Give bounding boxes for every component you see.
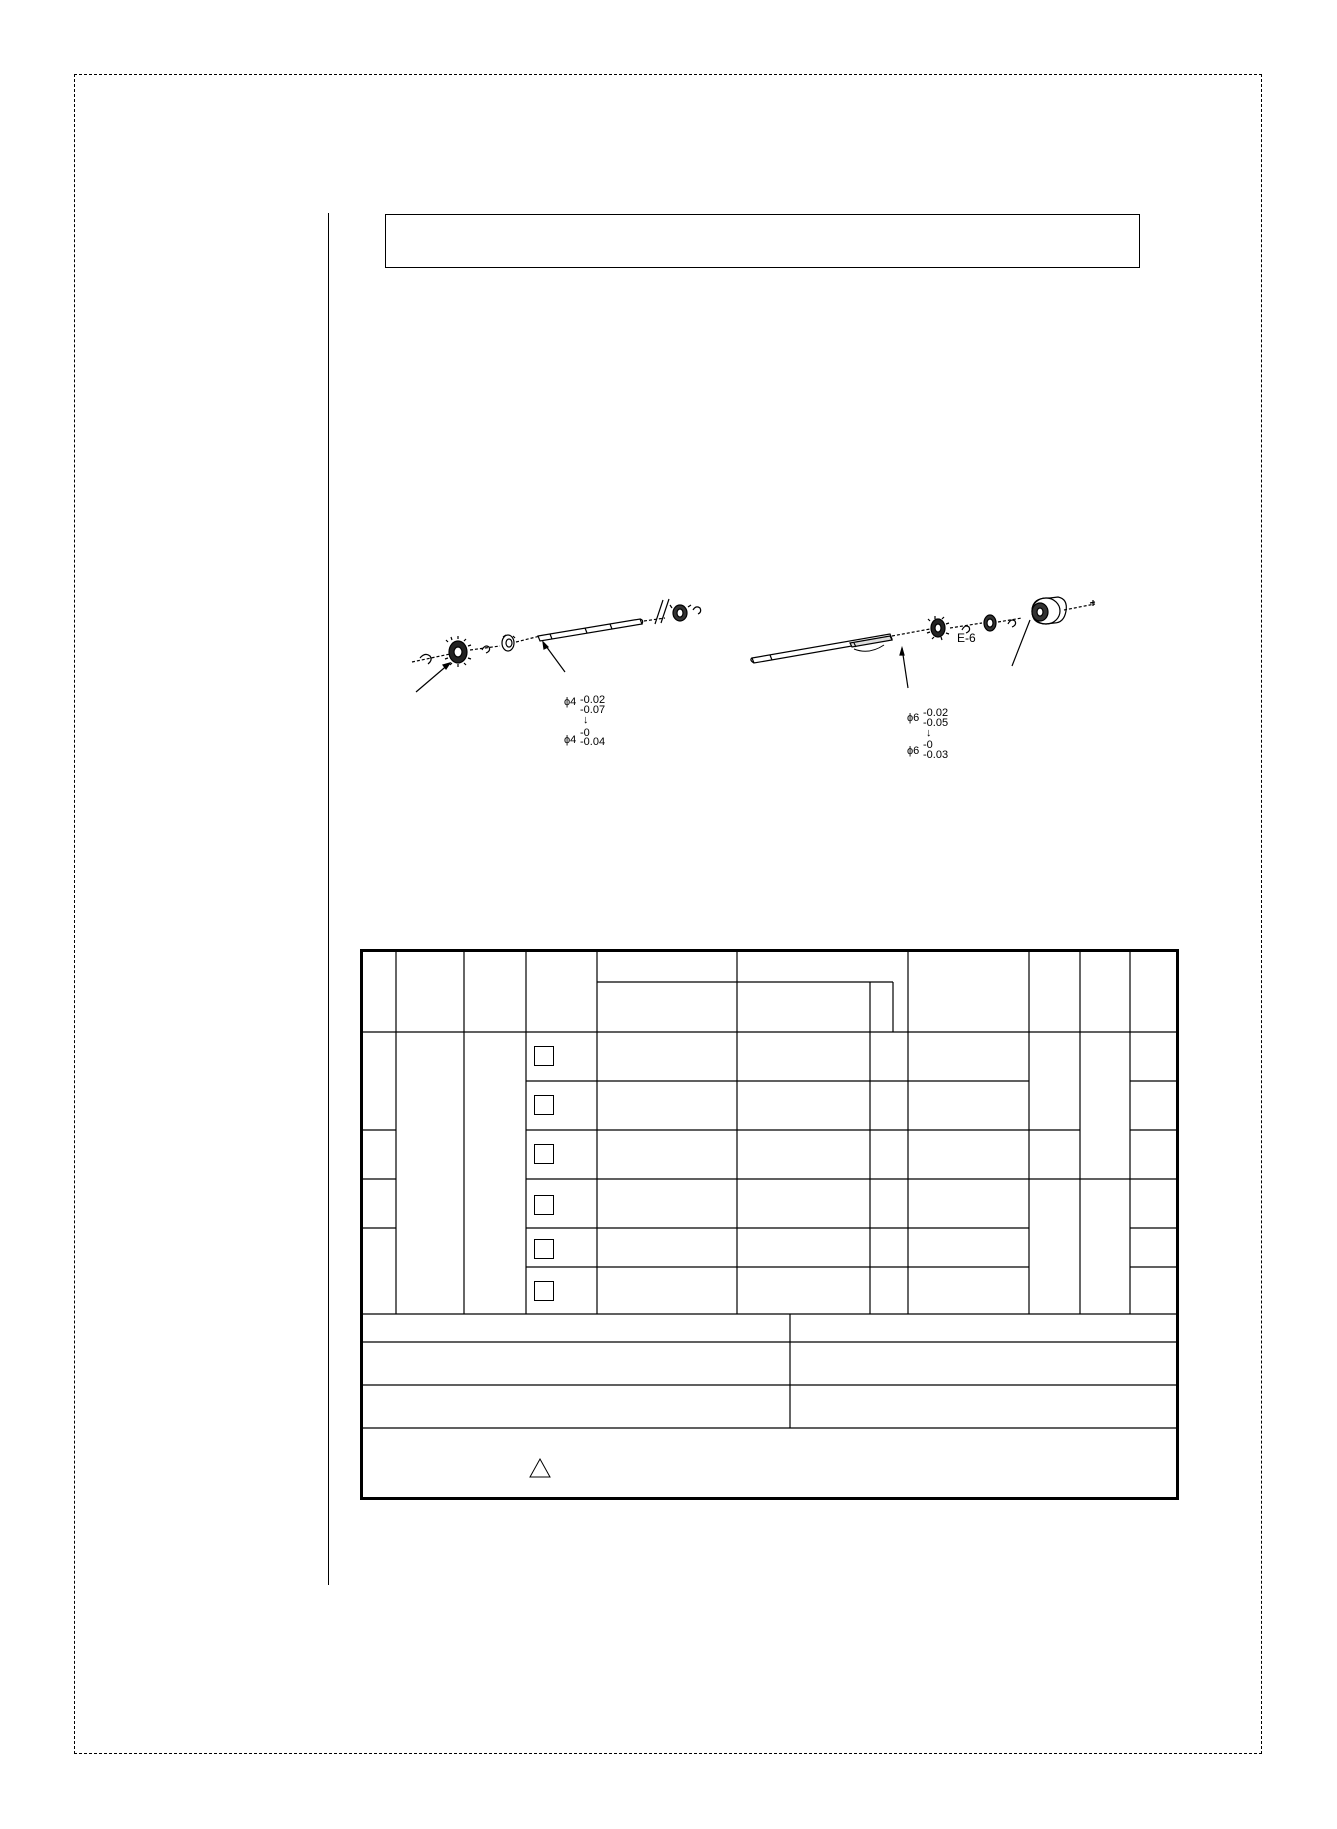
tolerance-value: -0.03: [923, 749, 949, 761]
tolerance-value: -0: [580, 727, 590, 739]
checkbox-row-4[interactable]: [534, 1195, 554, 1215]
e-ring-icon: [420, 654, 431, 664]
tolerance-value: -0: [923, 739, 933, 751]
part-label-e6: E-6: [957, 631, 976, 645]
checkbox-row-1[interactable]: [534, 1046, 554, 1066]
checkbox-row-2[interactable]: [534, 1095, 554, 1115]
bearing-icon: [984, 615, 996, 631]
bushing-icon: [502, 635, 515, 651]
tolerance-right-after-lower: [923, 750, 948, 761]
change-record-table: [360, 949, 1179, 1500]
table-grid: [360, 949, 1179, 1500]
tolerance-left: [564, 697, 576, 708]
washer-icon: [1008, 620, 1016, 627]
shaft-icon: [538, 619, 643, 641]
checkbox-row-5[interactable]: [534, 1239, 554, 1259]
tolerance-left-phi: ϕ4: [564, 696, 577, 708]
tolerance-left-after-lower: [580, 737, 605, 748]
checkbox-row-3[interactable]: [534, 1144, 554, 1164]
snap-ring-icon: [693, 607, 701, 614]
roller-icon: [1032, 597, 1066, 624]
exploded-view-illustration: [410, 580, 1130, 770]
spring-icon: [655, 599, 669, 624]
triangle-icon: [528, 1457, 552, 1479]
gear-icon: [927, 616, 949, 640]
page-border: [74, 74, 1262, 1754]
gear-icon: [445, 636, 471, 667]
tolerance-value: -0.02: [580, 694, 606, 706]
tolerance-right: [907, 713, 919, 724]
tolerance-value: -0.07: [580, 704, 606, 716]
margin-rule: [328, 213, 329, 1585]
title-box: [385, 214, 1140, 268]
parts-drawing: [410, 580, 1130, 770]
tolerance-right-after: [907, 746, 919, 757]
tolerance-value: -0.04: [580, 736, 606, 748]
tolerance-phi: ϕ4: [564, 734, 577, 746]
washer-icon: [482, 646, 490, 653]
tolerance-value: -0.05: [923, 717, 949, 729]
tolerance-phi: ϕ6: [907, 745, 920, 757]
checkbox-row-6[interactable]: [534, 1281, 554, 1301]
leader-line: [1012, 620, 1030, 666]
tolerance-phi: ϕ6: [907, 712, 920, 724]
long-shaft-icon: [751, 634, 892, 663]
tolerance-value: -0.02: [923, 707, 949, 719]
collar-icon: [670, 605, 691, 621]
tolerance-right-arrow: ↓: [926, 727, 932, 739]
tolerance-left-after: [564, 735, 576, 746]
tolerance-left-arrow: ↓: [583, 714, 589, 726]
